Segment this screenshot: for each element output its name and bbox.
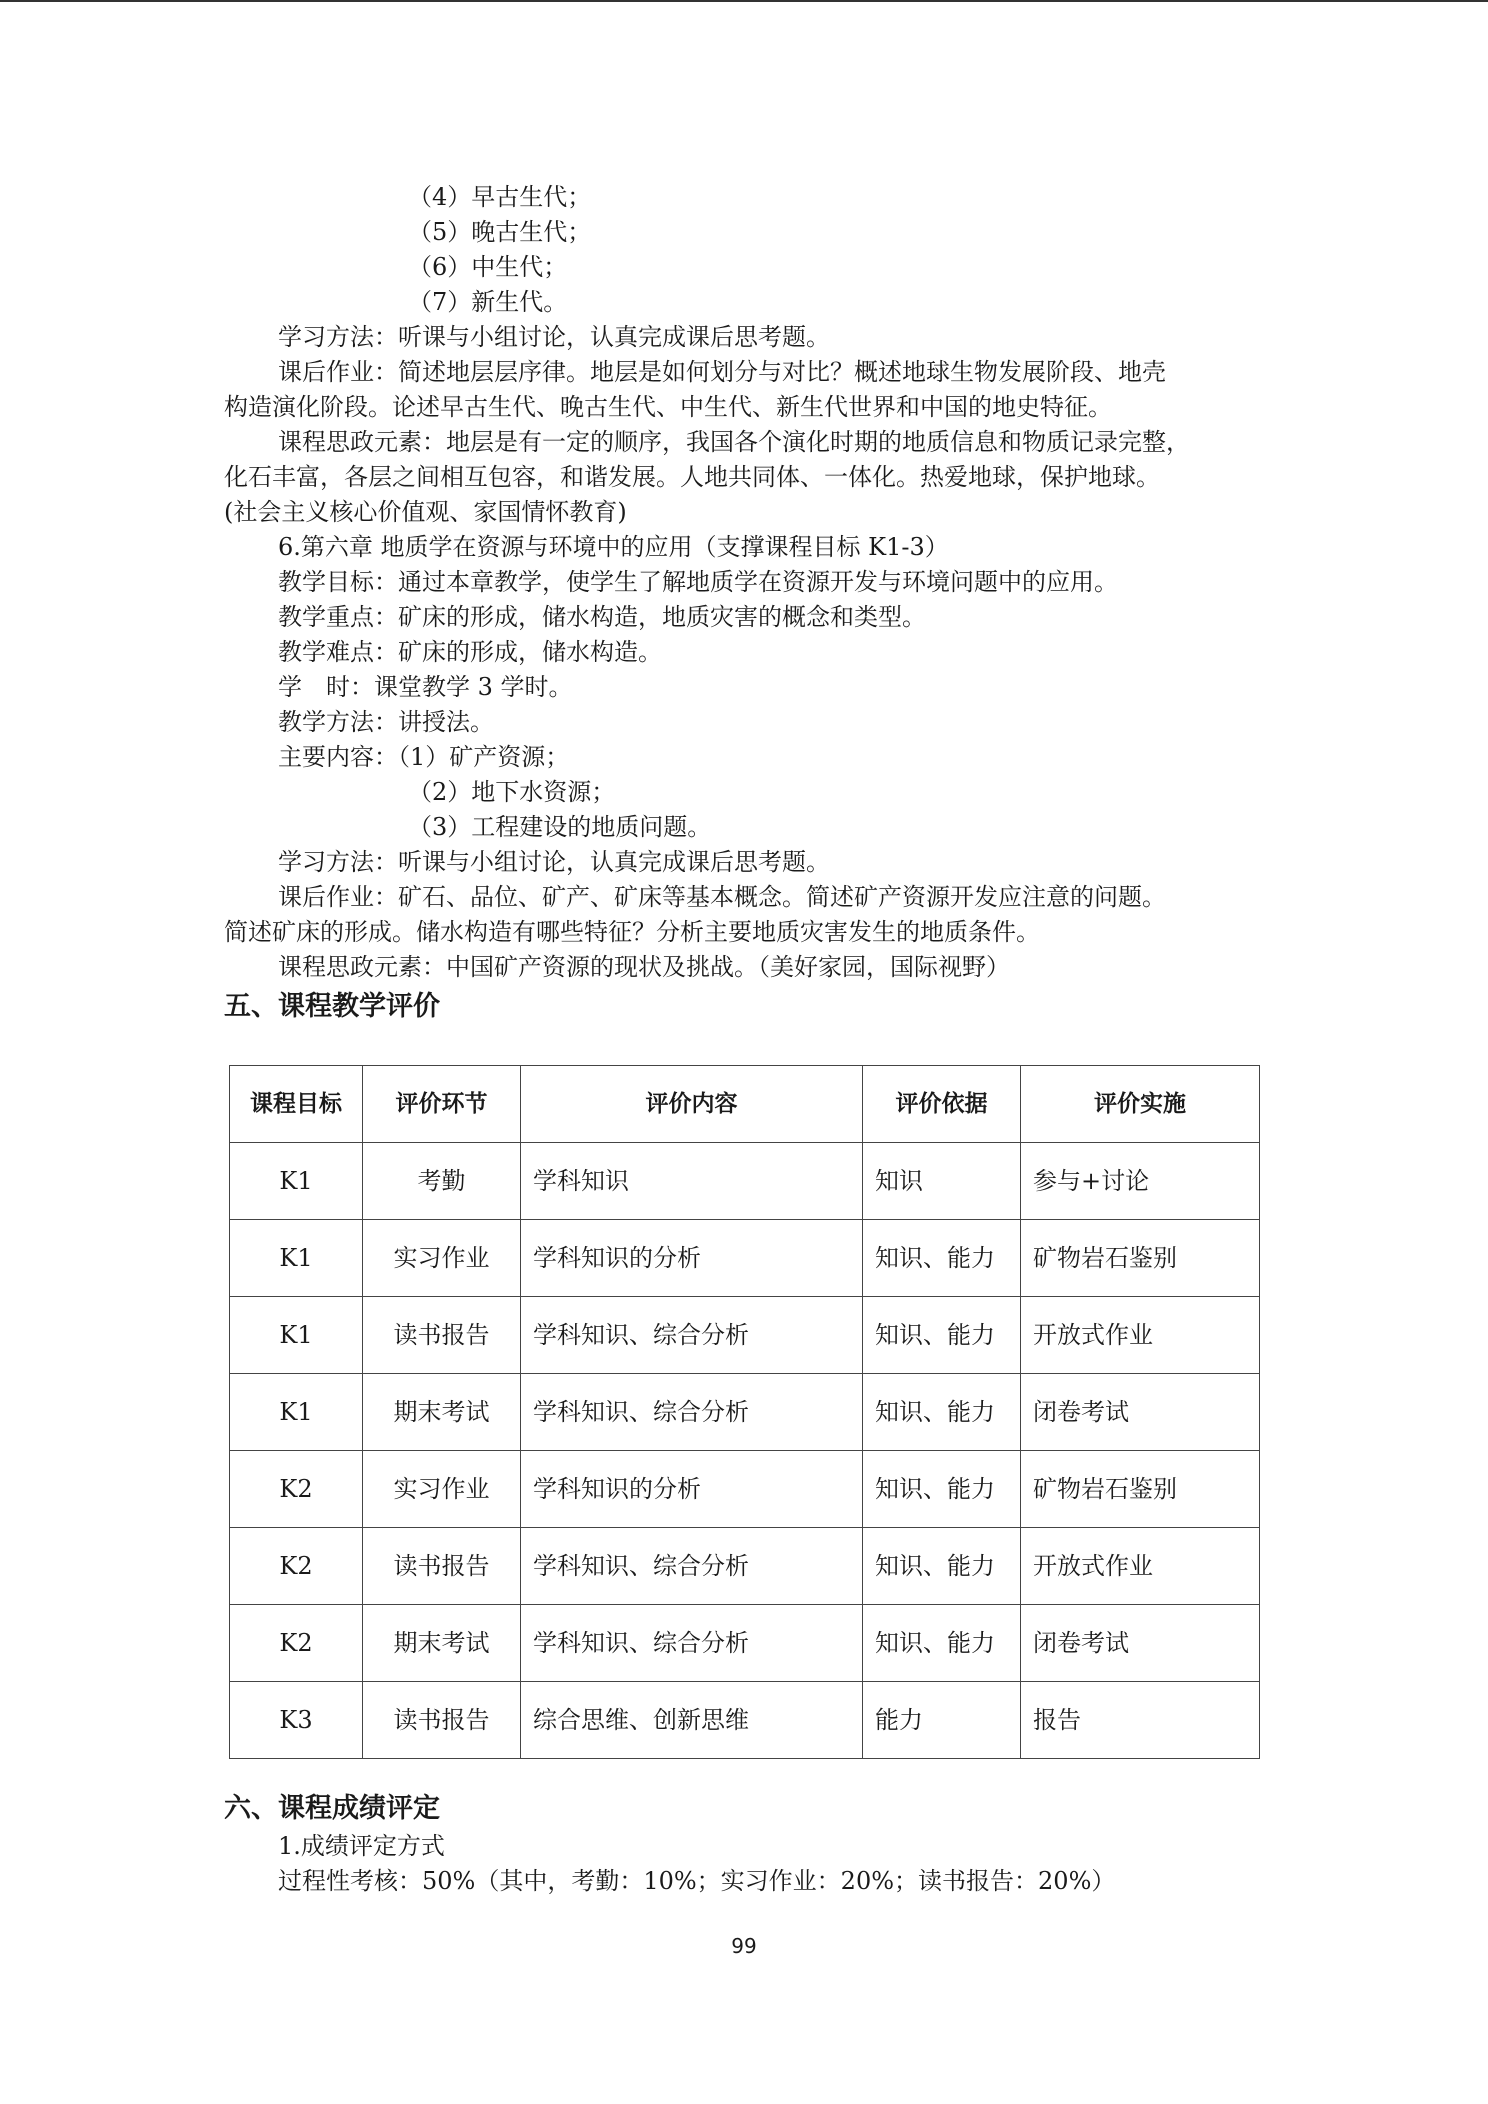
grading-process: 过程性考核：50%（其中，考勤：10%；实习作业：20%；读书报告：20%）	[278, 1867, 1116, 1895]
table-row	[230, 1682, 1260, 1759]
homework-line: 构造演化阶段。论述早古生代、晚古生代、中生代、新生代世界和中国的地史特征。	[224, 393, 1112, 421]
table-cell: 读书报告	[363, 1682, 521, 1759]
table-cell: 闭卷考试	[1021, 1605, 1260, 1682]
table-cell: 参与+讨论	[1021, 1143, 1260, 1220]
subheading: 1.成绩评定方式	[278, 1832, 445, 1860]
table-cell: 知识、能力	[863, 1451, 1021, 1528]
teaching-difficulty: 教学难点：矿床的形成，储水构造。	[278, 638, 662, 666]
table-cell: 读书报告	[363, 1297, 521, 1374]
table-row	[230, 1143, 1260, 1220]
learning-method: 学习方法：听课与小组讨论，认真完成课后思考题。	[278, 848, 830, 876]
table-cell: 闭卷考试	[1021, 1374, 1260, 1451]
table-header-cell: 评价环节	[363, 1066, 521, 1143]
ideology-line: 化石丰富，各层之间相互包容，和谐发展。人地共同体、一体化。热爱地球，保护地球。	[224, 463, 1160, 491]
table-cell: K3	[230, 1682, 363, 1759]
section-heading: 六、课程成绩评定	[224, 1793, 440, 1824]
table-cell: 学科知识、综合分析	[521, 1605, 863, 1682]
list-item: （4）早古生代；	[408, 183, 592, 211]
table-cell: K1	[230, 1220, 363, 1297]
table-cell: 综合思维、创新思维	[521, 1682, 863, 1759]
table-cell: 知识、能力	[863, 1220, 1021, 1297]
list-item: （2）地下水资源；	[408, 778, 616, 806]
table-cell: 学科知识的分析	[521, 1220, 863, 1297]
teaching-method: 教学方法：讲授法。	[278, 708, 494, 736]
table-cell: 实习作业	[363, 1220, 521, 1297]
table-cell: K2	[230, 1605, 363, 1682]
teaching-key-points: 教学重点：矿床的形成，储水构造，地质灾害的概念和类型。	[278, 603, 926, 631]
table-cell: 矿物岩石鉴别	[1021, 1220, 1260, 1297]
table-cell: 读书报告	[363, 1528, 521, 1605]
table-cell: 学科知识的分析	[521, 1451, 863, 1528]
table-row	[230, 1297, 1260, 1374]
table-header-cell: 评价内容	[521, 1066, 863, 1143]
chapter-title: 6.第六章 地质学在资源与环境中的应用（支撑课程目标 K1-3）	[278, 533, 949, 561]
table-cell: 知识、能力	[863, 1374, 1021, 1451]
table-cell: 开放式作业	[1021, 1297, 1260, 1374]
teaching-goal: 教学目标：通过本章教学，使学生了解地质学在资源开发与环境问题中的应用。	[278, 568, 1118, 596]
table-header-row	[230, 1066, 1260, 1143]
top-border-line	[0, 0, 1488, 2]
page-number: 99	[731, 1934, 757, 1958]
homework-line: 简述矿床的形成。储水构造有哪些特征？分析主要地质灾害发生的地质条件。	[224, 918, 1040, 946]
table-cell: 知识、能力	[863, 1605, 1021, 1682]
table-cell: K2	[230, 1451, 363, 1528]
table-cell: 期末考试	[363, 1605, 521, 1682]
table-cell: 学科知识	[521, 1143, 863, 1220]
table-cell: 学科知识、综合分析	[521, 1374, 863, 1451]
table-row	[230, 1451, 1260, 1528]
ideology-line: 课程思政元素：地层是有一定的顺序，我国各个演化时期的地质信息和物质记录完整，	[278, 428, 1190, 456]
table-header-cell: 评价依据	[863, 1066, 1021, 1143]
table-row	[230, 1605, 1260, 1682]
ideology-line: 课程思政元素：中国矿产资源的现状及挑战。（美好家园，国际视野）	[278, 953, 1010, 981]
list-item: （7）新生代。	[408, 288, 568, 316]
table-cell: 能力	[863, 1682, 1021, 1759]
table-cell: 知识、能力	[863, 1528, 1021, 1605]
table-row	[230, 1374, 1260, 1451]
homework-line: 课后作业：矿石、品位、矿产、矿床等基本概念。简述矿产资源开发应注意的问题。	[278, 883, 1166, 911]
page-content	[224, 180, 1264, 1899]
section-heading: 五、课程教学评价	[224, 991, 440, 1022]
table-cell: 开放式作业	[1021, 1528, 1260, 1605]
table-cell: 知识	[863, 1143, 1021, 1220]
main-content: 主要内容：（1）矿产资源；	[278, 743, 570, 771]
table-header-cell: 评价实施	[1021, 1066, 1260, 1143]
table-cell: K1	[230, 1297, 363, 1374]
evaluation-table	[229, 1065, 1260, 1759]
table-cell: 学科知识、综合分析	[521, 1297, 863, 1374]
list-item: （3）工程建设的地质问题。	[408, 813, 712, 841]
table-cell: 期末考试	[363, 1374, 521, 1451]
list-item: （6）中生代；	[408, 253, 568, 281]
ideology-line: (社会主义核心价值观、家国情怀教育)	[224, 498, 627, 526]
homework-line: 课后作业：简述地层层序律。地层是如何划分与对比？概述地球生物发展阶段、地壳	[278, 358, 1166, 386]
table-row	[230, 1220, 1260, 1297]
table-row	[230, 1528, 1260, 1605]
table-header-cell: 课程目标	[230, 1066, 363, 1143]
table-cell: 矿物岩石鉴别	[1021, 1451, 1260, 1528]
class-hours: 学 时：课堂教学 3 学时。	[278, 673, 573, 701]
table-cell: K1	[230, 1143, 363, 1220]
list-item: （5）晚古生代；	[408, 218, 592, 246]
table-cell: K1	[230, 1374, 363, 1451]
table-cell: 学科知识、综合分析	[521, 1528, 863, 1605]
table-cell: K2	[230, 1528, 363, 1605]
table-cell: 考勤	[363, 1143, 521, 1220]
table-cell: 知识、能力	[863, 1297, 1021, 1374]
table-cell: 报告	[1021, 1682, 1260, 1759]
table-cell: 实习作业	[363, 1451, 521, 1528]
learning-method: 学习方法：听课与小组讨论，认真完成课后思考题。	[278, 323, 830, 351]
